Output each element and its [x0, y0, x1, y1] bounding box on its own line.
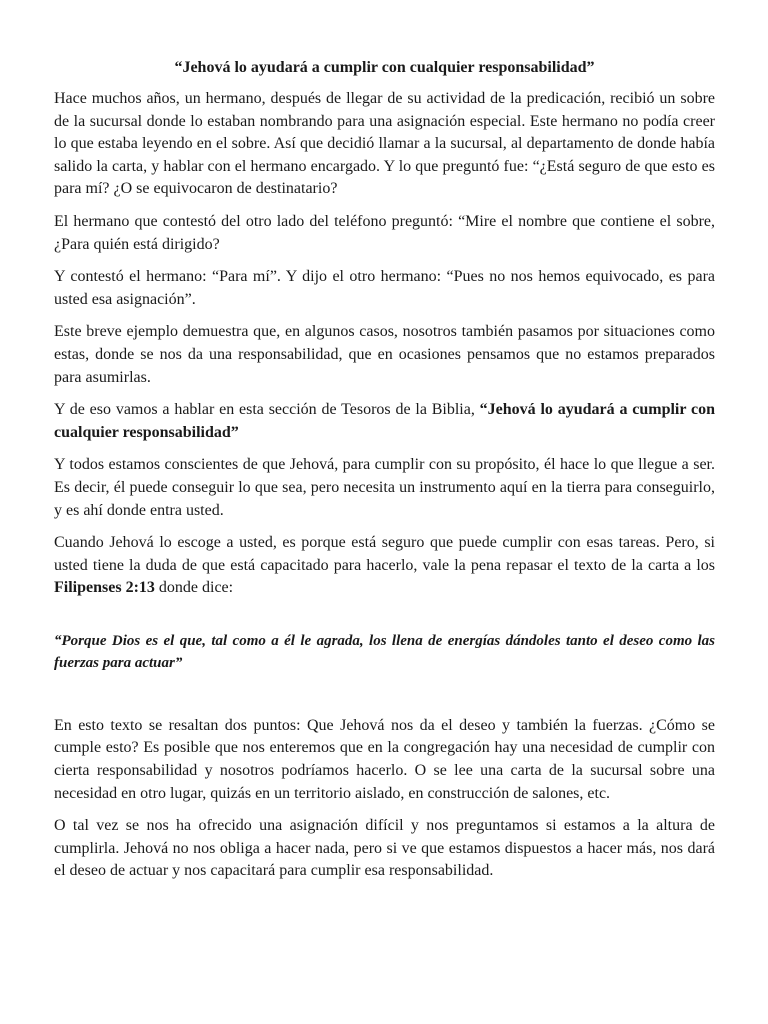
scripture-reference: Filipenses 2:13: [54, 579, 155, 597]
paragraph-1: Hace muchos años, un hermano, después de llegar de su actividad de la predicación, recibió un sobre de la sucursal donde lo estaban nombrando para una asignación especial. Este hermano no podía creer lo que estaba leyendo en el sobre. Así que decidió llamar a la sucursal, al departamento de donde había salido la carta, y hablar con el hermano encargado. Y lo que preguntó fue: “¿Está seguro de que esto es para mí? ¿O se equivocaron de destinatario?: [54, 90, 715, 198]
paragraph-3: Y contestó el hermano: “Para mí”. Y dijo el otro hermano: “Pues no nos hemos equivocado, es para usted esa asignación”.: [54, 268, 715, 308]
paragraph-2: El hermano que contestó del otro lado del teléfono preguntó: “Mire el nombre que contiene el sobre, ¿Para quién está dirigido?: [54, 212, 715, 253]
paragraph-7: [54, 532, 715, 600]
document-page: [54, 57, 715, 893]
document-title: “Jehová lo ayudará a cumplir con cualquier responsabilidad”: [174, 59, 595, 76]
paragraph-7-lead: Cuando Jehová lo escoge a usted, es porque está seguro que puede cumplir con esas tareas. Pero, si usted tiene la duda de que está capacitado para hacerlo, vale la pena repasar el texto de la carta a los: [54, 534, 715, 574]
paragraph-5-bold-theme: “Jehová lo ayudará a cumplir con cualquier responsabilidad”: [54, 401, 715, 441]
paragraph-8: En esto texto se resaltan dos puntos: Que Jehová nos da el deseo y también la fuerzas. ¿Cómo se cumple esto? Es posible que nos enteremos que en la congregación hay una necesidad de cumplir con cierta responsabilidad y nosotros podríamos hacerlo. O se lee una carta de la sucursal sobre una necesidad en otro lugar, quizás en un territorio aislado, en construcción de salones, etc.: [54, 716, 715, 802]
paragraph-4: Este breve ejemplo demuestra que, en algunos casos, nosotros también pasamos por situaciones como estas, donde se nos da una responsabilidad, que en ocasiones pensamos que no estamos preparados para asumirlas.: [54, 323, 715, 386]
paragraph-5-lead: Y de eso vamos a hablar en esta sección de Tesoros de la Biblia,: [54, 401, 480, 419]
paragraph-7-tail: donde dice:: [154, 579, 234, 597]
paragraph-5: [54, 399, 715, 444]
paragraph-6: Y todos estamos conscientes de que Jehová, para cumplir con su propósito, él hace lo que llegue a ser. Es decir, él puede conseguir lo que sea, pero necesita un instrumento aquí en la tierra para conseguirlo, y es ahí donde entra usted.: [54, 456, 715, 519]
scripture-quote: “Porque Dios es el que, tal como a él le agrada, los llena de energías dándoles tanto el deseo como las fuerzas para actuar”: [54, 632, 715, 671]
paragraph-9: O tal vez se nos ha ofrecido una asignación difícil y nos preguntamos si estamos a la altura de cumplirla. Jehová no nos obliga a hacer nada, pero si ve que estamos dispuestos a hacer más, nos dará el deseo de actuar y nos capacitará para cumplir esa responsabilidad.: [54, 817, 715, 880]
